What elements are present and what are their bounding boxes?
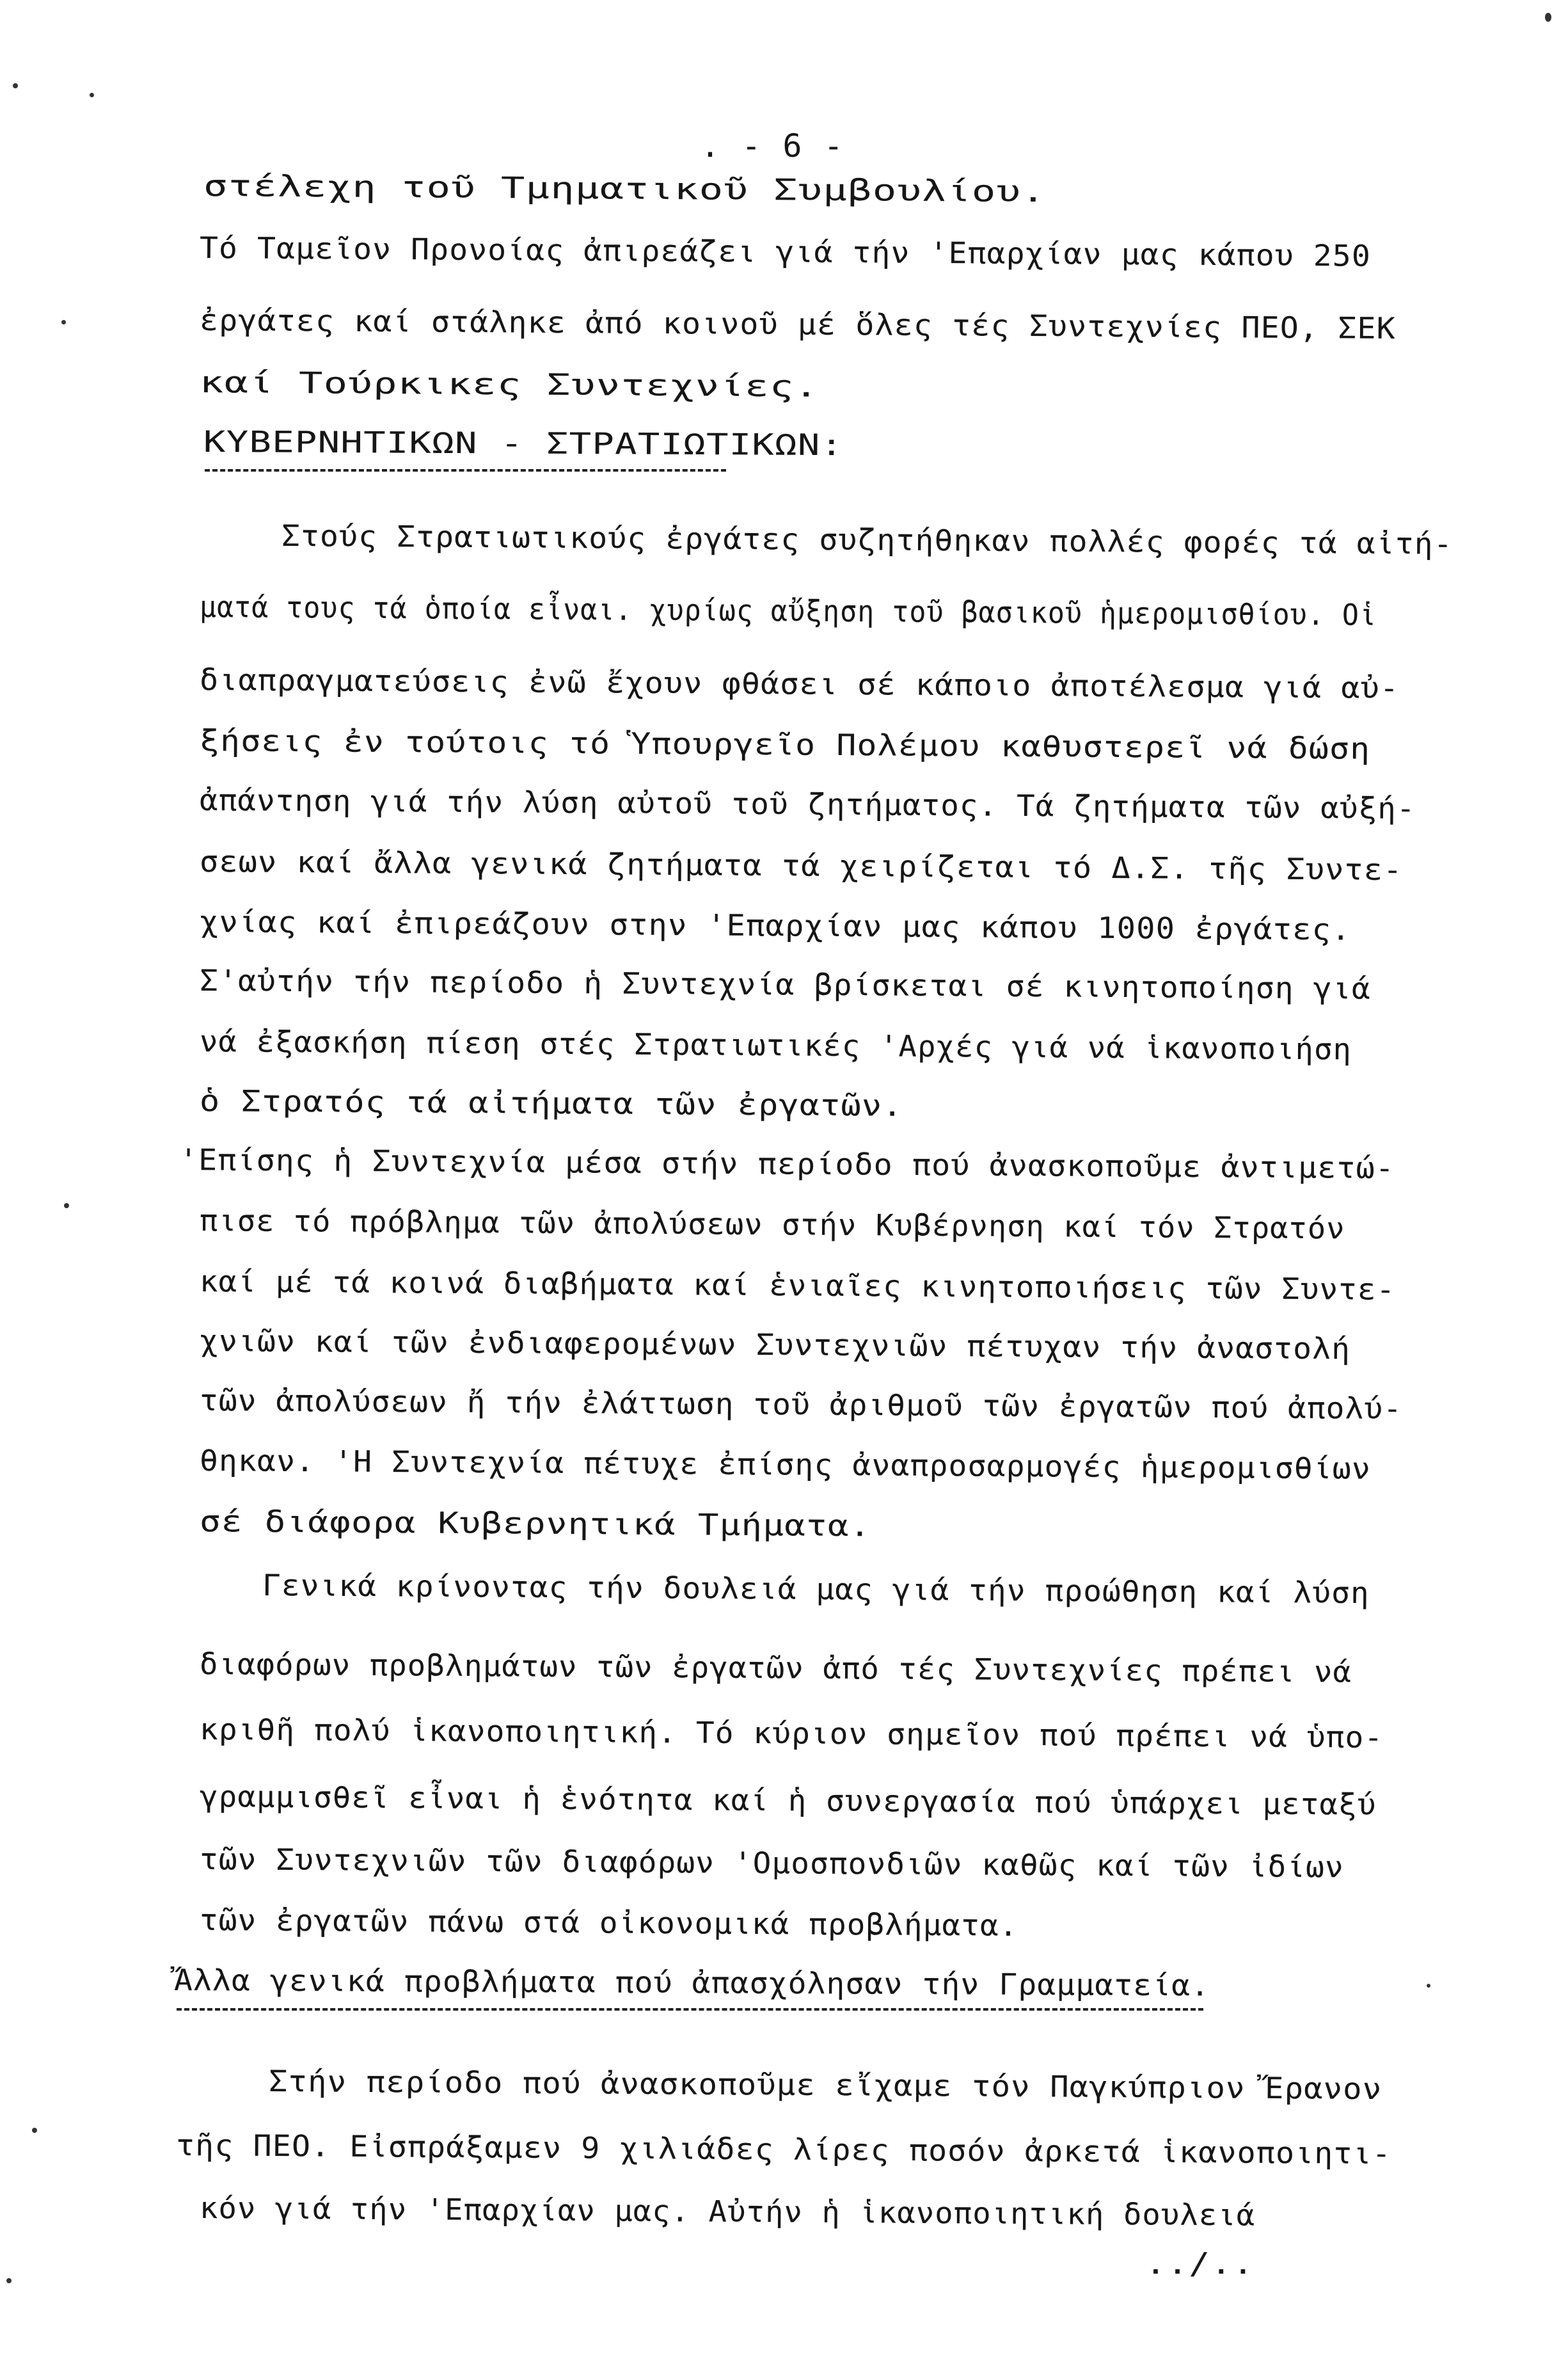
text-line: γραμμισθεῖ εἶναι ἡ ἑνότητα καί ἡ συνεργασία πού ὑπάρχει μεταξύ	[199, 1779, 1377, 1822]
text-line: καί Τούρκικες Συντεχνίες.	[199, 365, 820, 404]
text-line: καί μέ τά κοινά διαβήματα καί ἑνιαῖες κινητοποιήσεις τῶν Συντε-	[199, 1264, 1396, 1307]
text-line: ξήσεις ἐν τούτοις τό Ὑπουργεῖο Πολέμου καθυστερεῖ νά δώση	[199, 723, 1371, 766]
text-line: χνίας καί ἐπιρεάζουν στην 'Επαρχίαν μας κάπου 1000 ἐργάτες.	[199, 904, 1351, 947]
heading-underline	[177, 2008, 1203, 2011]
text-line: τῆς ΠΕΟ. Εἰσπράξαμεν 9 χιλιάδες λίρες ποσόν ἀρκετά ἱκανοποιητι-	[175, 2128, 1392, 2171]
scan-speck	[6, 2278, 12, 2283]
text-line: χνιῶν καί τῶν ἐνδιαφερομένων Συντεχνιῶν πέτυχαν τήν ἀναστολή	[199, 1323, 1351, 1366]
text-line: 'Επίσης ἡ Συντεχνία μέσα στήν περίοδο πού ἀνασκοποῦμε ἀντιμετώ-	[178, 1142, 1395, 1186]
text-line: Γενικά κρίνοντας τήν δουλειά μας γιά τήν προώθηση καί λύση	[262, 1568, 1370, 1611]
text-line: διαφόρων προβλημάτων τῶν ἐργατῶν ἀπό τές Συντεχνίες πρέπει νά	[199, 1647, 1352, 1689]
text-line: σέ διάφορα Κυβερνητικά Τμήματα.	[199, 1504, 871, 1543]
text-line: κριθῆ πολύ ἱκανοποιητική. Τό κύριον σημεῖον πού πρέπει νά ὑπο-	[199, 1712, 1384, 1755]
text-line: διαπραγματεύσεις ἐνῶ ἔχουν φθάσει σέ κάποιο ἀποτέλεσμα γιά αὐ-	[199, 662, 1400, 706]
text-line: πισε τό πρόβλημα τῶν ἀπολύσεων στήν Κυβέρνηση καί τόν Στρατόν	[199, 1203, 1345, 1246]
text-line: κόν γιά τήν 'Επαρχίαν μας. Αὐτήν ἡ ἱκανοποιητική δουλειά	[199, 2190, 1256, 2233]
text-line: Στούς Στρατιωτικούς ἐργάτες συζητήθηκαν πολλές φορές τά αἰτή-	[281, 518, 1453, 561]
scan-speck	[32, 2128, 37, 2133]
text-line: στέλεχη τοῦ Τμηματικοῦ Συμβουλίου.	[203, 168, 1047, 209]
scan-speck	[64, 1203, 69, 1208]
heading-underline	[205, 469, 726, 472]
scan-speck	[61, 320, 66, 324]
text-line: ἀπάντηση γιά τήν λύση αὐτοῦ τοῦ ζητήματος. Τά ζητήματα τῶν αὐξή-	[199, 783, 1416, 826]
text-line: τῶν ἐργατῶν πάνω στά οἰκονομικά προβλήματα.	[199, 1902, 1018, 1943]
page-number: . - 6 -	[701, 127, 844, 164]
text-line: ἐργάτες καί στάληκε ἀπό κοινοῦ μέ ὅλες τές Συντεχνίες ΠΕΟ, ΣΕΚ	[199, 303, 1396, 346]
scan-speck	[1545, 13, 1551, 22]
text-line: ματά τους τά ὁποία εἶναι. χυρίως αὔξηση τοῦ βασικοῦ ἡμερομισθίου. Οἱ	[199, 589, 1377, 632]
text-line: Τό Ταμεῖον Προνοίας ἀπιρεάζει γιά τήν 'Επαρχίαν μας κάπου 250	[199, 230, 1372, 273]
section-heading: ΚΥΒΕΡΝΗΤΙΚΩΝ - ΣΤΡΑΤΙΩΤΙΚΩΝ:	[203, 424, 844, 463]
scan-speck	[13, 83, 18, 88]
text-line: θηκαν. 'Η Συντεχνία πέτυχε ἐπίσης ἀναπροσαρμογές ἡμερομισθίων	[199, 1443, 1372, 1486]
text-line: τῶν ἀπολύσεων ἤ τήν ἐλάττωση τοῦ ἀριθμοῦ τῶν ἐργατῶν πού ἀπολύ-	[199, 1383, 1403, 1426]
scan-speck	[90, 93, 94, 97]
scan-speck	[1427, 1984, 1430, 1988]
text-line: ὁ Στρατός τά αἰτήματα τῶν ἐργατῶν.	[199, 1083, 903, 1123]
text-line: τῶν Συντεχνιῶν τῶν διαφόρων 'Ομοσπονδιῶν καθῶς καί τῶν ἰδίων	[199, 1842, 1344, 1885]
continuation-mark: ../..	[1145, 2246, 1255, 2281]
section-heading: Ἄλλα γενικά προβλήματα πού ἀπασχόλησαν τήν Γραμματεία.	[173, 1963, 1210, 2003]
text-line: νά ἐξασκήση πίεση στές Στρατιωτικές 'Αρχές γιά νά ἱκανοποιήση	[199, 1024, 1352, 1067]
text-line: Σ'αὐτήν τήν περίοδο ἡ Συντεχνία βρίσκεται σέ κινητοποίηση γιά	[199, 963, 1372, 1006]
text-line: Στήν περίοδο πού ἀνασκοποῦμε εἴχαμε τόν Παγκύπριον Ἔρανον	[268, 2064, 1382, 2107]
text-line: σεων καί ἄλλα γενικά ζητήματα τά χειρίζεται τό Δ.Σ. τῆς Συντε-	[199, 844, 1403, 888]
